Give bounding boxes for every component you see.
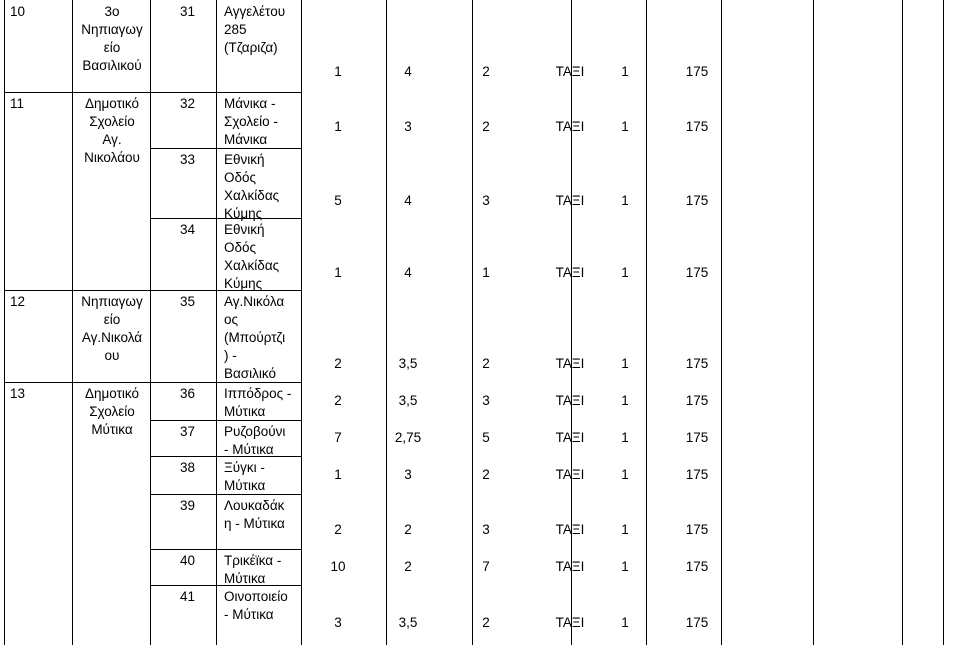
column-divider	[472, 0, 473, 645]
value-v3: 2	[482, 615, 490, 630]
group-number: 10	[10, 4, 26, 19]
value-v2: 2	[404, 559, 412, 574]
value-v5: 1	[621, 64, 629, 79]
value-v2: 2,75	[394, 430, 422, 445]
column-divider	[571, 0, 572, 645]
group-divider	[4, 92, 150, 93]
value-v5: 1	[621, 467, 629, 482]
route-number: 37	[179, 424, 195, 439]
value-type: ΤΑΞΙ	[555, 119, 585, 134]
value-v3: 7	[482, 559, 490, 574]
value-v1: 5	[334, 193, 342, 208]
route-number: 39	[179, 498, 195, 513]
value-v2: 3	[404, 119, 412, 134]
value-v3: 1	[482, 265, 490, 280]
value-v2: 3	[404, 467, 412, 482]
route-number: 33	[179, 152, 195, 167]
column-divider	[943, 0, 944, 645]
value-v3: 5	[482, 430, 490, 445]
school-name: 3ο Νηπιαγωγ είο Βασιλικού	[81, 4, 143, 73]
value-v1: 10	[330, 559, 346, 574]
route-stop: Οινοποιείο - Μύτικα	[224, 589, 288, 622]
value-v6: 175	[685, 467, 709, 482]
value-v2: 4	[404, 265, 412, 280]
route-number: 35	[179, 294, 195, 309]
value-v6: 175	[685, 119, 709, 134]
column-divider	[813, 0, 814, 645]
value-v3: 2	[482, 467, 490, 482]
value-v5: 1	[621, 393, 629, 408]
route-number: 36	[179, 386, 195, 401]
value-type: ΤΑΞΙ	[555, 467, 585, 482]
value-v5: 1	[621, 615, 629, 630]
route-number: 38	[179, 460, 195, 475]
value-v5: 1	[621, 193, 629, 208]
column-divider	[646, 0, 647, 645]
value-v1: 1	[334, 64, 342, 79]
school-name: Δημοτικό Σχολείο Αγ. Νικολάου	[84, 96, 140, 165]
row-divider	[150, 92, 301, 93]
value-v2: 3,5	[398, 393, 418, 408]
route-stop: Ξύγκι - Μύτικα	[224, 460, 266, 493]
value-type: ΤΑΞΙ	[555, 64, 585, 79]
route-stop: Εθνική Οδός Χαλκίδας Κύμης	[224, 152, 280, 221]
group-divider	[4, 290, 150, 291]
value-v6: 175	[685, 559, 709, 574]
value-v2: 3,5	[398, 615, 418, 630]
value-v6: 175	[685, 64, 709, 79]
value-type: ΤΑΞΙ	[555, 559, 585, 574]
value-v6: 175	[685, 193, 709, 208]
value-v6: 175	[685, 615, 709, 630]
column-divider	[4, 0, 5, 645]
value-v2: 3,5	[398, 356, 418, 371]
value-type: ΤΑΞΙ	[555, 615, 585, 630]
value-v5: 1	[621, 265, 629, 280]
value-v6: 175	[685, 522, 709, 537]
value-type: ΤΑΞΙ	[555, 430, 585, 445]
route-stop: Αγ.Νικόλα ος (Μπούρτζι ) - Βασιλικό	[224, 294, 286, 381]
school-name: Νηπιαγωγ είο Αγ.Νικολά ου	[81, 294, 143, 363]
value-v5: 1	[621, 119, 629, 134]
value-v1: 2	[334, 522, 342, 537]
value-type: ΤΑΞΙ	[555, 393, 585, 408]
value-v2: 2	[404, 522, 412, 537]
value-v1: 2	[334, 393, 342, 408]
value-v2: 4	[404, 193, 412, 208]
value-v5: 1	[621, 430, 629, 445]
route-number: 31	[179, 4, 195, 19]
column-divider	[72, 0, 73, 645]
row-divider	[150, 549, 301, 550]
column-divider	[721, 0, 722, 645]
value-v3: 2	[482, 119, 490, 134]
route-number: 41	[179, 589, 195, 604]
route-stop: Εθνική Οδός Χαλκίδας Κύμης	[224, 222, 280, 291]
route-stop: Λουκαδάκ η - Μύτικα	[224, 498, 285, 531]
route-number: 34	[179, 222, 195, 237]
column-divider	[301, 0, 302, 645]
value-v1: 2	[334, 356, 342, 371]
value-v5: 1	[621, 522, 629, 537]
value-type: ΤΑΞΙ	[555, 265, 585, 280]
value-v1: 7	[334, 430, 342, 445]
value-v1: 1	[334, 265, 342, 280]
route-stop: Αγγελέτου 285 (Τζαριζα)	[224, 4, 286, 55]
value-v2: 4	[404, 64, 412, 79]
value-type: ΤΑΞΙ	[555, 193, 585, 208]
value-v1: 1	[334, 467, 342, 482]
column-divider	[386, 0, 387, 645]
route-stop: Τρικέϊκα - Μύτικα	[224, 553, 282, 586]
route-stop: Ρυζοβούνι - Μύτικα	[224, 424, 286, 457]
group-number: 12	[10, 294, 26, 309]
route-number: 32	[179, 96, 195, 111]
group-divider	[4, 382, 150, 383]
value-v5: 1	[621, 559, 629, 574]
value-v6: 175	[685, 265, 709, 280]
value-v3: 3	[482, 193, 490, 208]
group-number: 13	[10, 386, 26, 401]
value-v3: 2	[482, 64, 490, 79]
value-v1: 3	[334, 615, 342, 630]
value-type: ΤΑΞΙ	[555, 522, 585, 537]
route-number: 40	[179, 553, 195, 568]
value-v6: 175	[685, 430, 709, 445]
value-v3: 3	[482, 522, 490, 537]
route-stop: Μάνικα - Σχολείο - Μάνικα	[224, 96, 278, 147]
value-v1: 1	[334, 119, 342, 134]
value-v6: 175	[685, 356, 709, 371]
group-number: 11	[10, 96, 25, 111]
value-v3: 2	[482, 356, 490, 371]
value-v3: 3	[482, 393, 490, 408]
value-v6: 175	[685, 393, 709, 408]
value-v5: 1	[621, 356, 629, 371]
route-stop: Ιππόδρος - Μύτικα	[224, 386, 292, 419]
column-divider	[902, 0, 903, 645]
school-name: Δημοτικό Σχολείο Μύτικα	[84, 386, 140, 437]
value-type: ΤΑΞΙ	[555, 356, 585, 371]
